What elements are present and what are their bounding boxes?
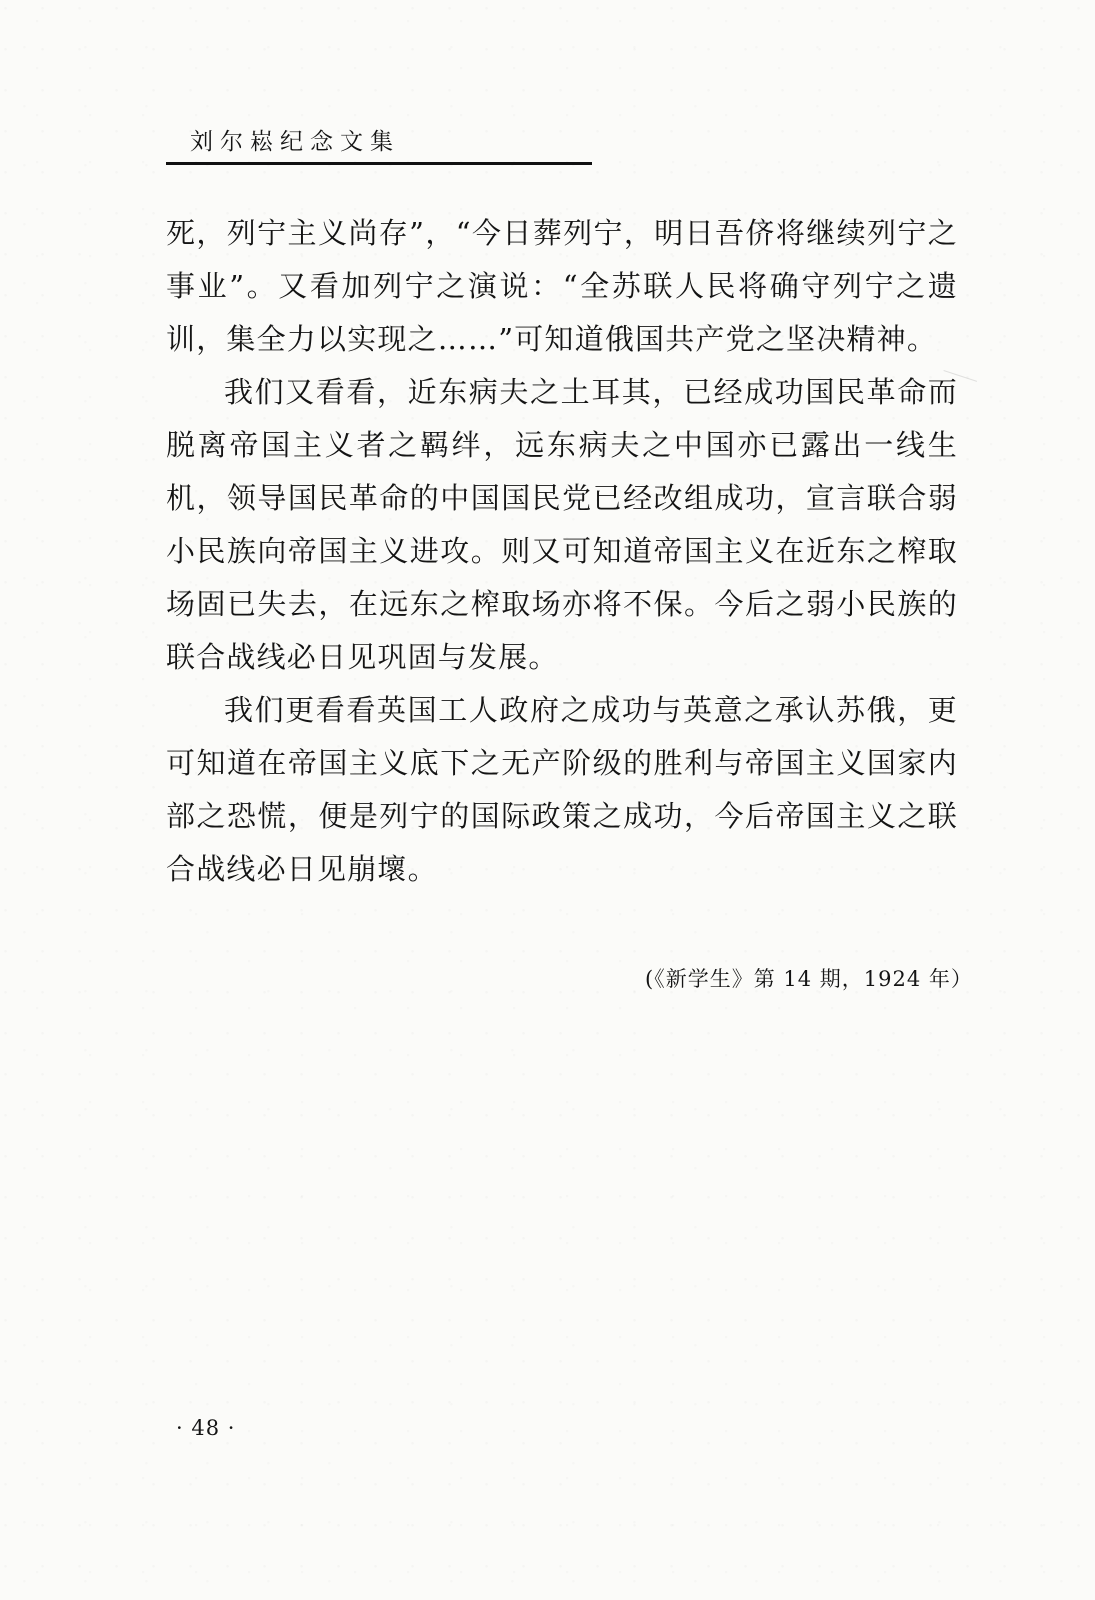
source-citation: (《新学生》第 14 期，1924 年） [645,967,973,991]
body-paragraph-turkey-china: 我们又看看，近东病夫之土耳其，已经成功国民革命而脱离帝国主义者之羁绊，远东病夫之中国亦已露出一线生机，领导国民革命的中国国民党已经改组成功，宣言联合弱小民族向帝国主义进攻。则又可知道帝国主义在近东之榨取场固已失去，在远东之榨取场亦将不保。今后之弱小民族的联合战线必日见巩固与发展。 [166,375,958,674]
body-paragraph-british-workers: 我们更看看英国工人政府之成功与英意之承认苏俄，更可知道在帝国主义底下之无产阶级的胜利与帝国主义国家内部之恐慌，便是列宁的国际政策之成功，今后帝国主义之联合战线必日见崩壞。 [166,693,958,886]
header-rule [166,162,592,165]
page-number: · 48 · [176,1416,236,1440]
running-head-title: 刘尔崧纪念文集 [190,129,400,155]
continued-paragraph: 死，列宁主义尚存”，“今日葬列宁，明日吾侪将继续列宁之事业”。又看加列宁之演说：“全苏联人民将确守列宁之遗训，集全力以实现之……”可知道俄国共产党之坚决精神。 [166,216,958,356]
main-text-block [166,207,958,896]
